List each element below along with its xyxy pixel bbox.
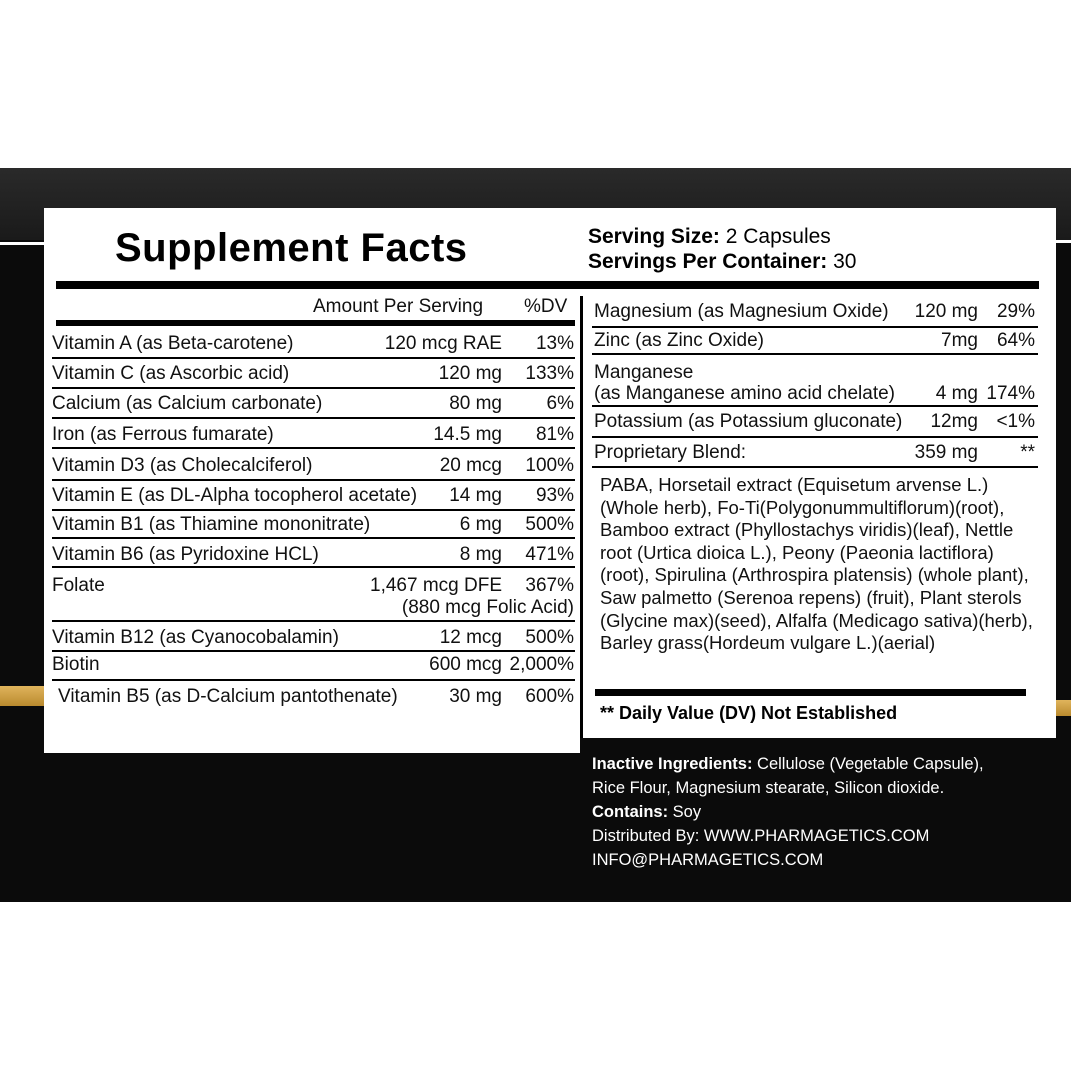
nutrient-name: Iron (as Ferrous fumarate) (52, 424, 274, 445)
nutrient-name: Vitamin C (as Ascorbic acid) (52, 363, 290, 384)
nutrient-dv: 600% (525, 686, 574, 707)
inactive-label: Inactive Ingredients: (592, 755, 753, 773)
folic-acid-note: (880 mcg Folic Acid) (401, 597, 574, 618)
nutrient-dv: 100% (525, 455, 574, 476)
nutrient-amount: 120 mcg RAE (384, 333, 502, 354)
table-row (0, 654, 1071, 678)
row-divider (592, 326, 1038, 328)
nutrient-name: Calcium (as Calcium carbonate) (52, 393, 323, 414)
nutrient-dv: 174% (986, 383, 1035, 404)
nutrient-amount: 1,467 mcg DFE (370, 575, 502, 596)
nutrient-name: Biotin (52, 654, 100, 675)
nutrient-dv: 6% (546, 393, 574, 414)
nutrient-name: Vitamin B5 (as D-Calcium pantothenate) (58, 686, 398, 707)
row-divider (52, 447, 575, 449)
row-divider (52, 509, 575, 511)
header-dv: %DV (524, 296, 568, 317)
nutrient-name: Zinc (as Zinc Oxide) (594, 330, 764, 351)
accent-line-left (0, 242, 44, 245)
row-divider (592, 466, 1038, 468)
nutrient-name-detail: (as Manganese amino acid chelate) (594, 383, 896, 404)
nutrient-name: Vitamin D3 (as Cholecalciferol) (52, 455, 313, 476)
nutrient-name: Potassium (as Potassium gluconate) (594, 411, 903, 432)
serving-size-value: 2 Capsules (719, 225, 831, 248)
proprietary-blend-ingredients: PABA, Horsetail extract (Equisetum arvense L.) (Whole herb), Fo-Ti(Polygonummultiflorum)(root), Bamboo extract (Phyllostachys viridis)(leaf), Nettle root (Urtica dioica L.), Peony (Paeonia lactiflora) (root), Spirulina (Arthrospira platensis) (whole plant), Saw palmetto (Serenoa repens) (fruit), Plant sterols (Glycine max)(seed), Alfalfa (Medicago sativa)(herb), Barley grass(Hordeum vulgare L.)(aerial) (600, 474, 1033, 654)
nutrient-name: Vitamin E (as DL-Alpha tocopherol acetate) (52, 485, 418, 506)
nutrient-amount: 80 mg (449, 393, 502, 414)
nutrient-dv: 64% (996, 330, 1035, 351)
servings-per-container-value: 30 (827, 250, 857, 273)
serving-info (588, 224, 856, 274)
nutrient-amount: 20 mcg (439, 455, 502, 476)
nutrient-dv: ** (1020, 442, 1035, 463)
page-title: Supplement Facts (115, 226, 468, 270)
row-divider (592, 436, 1038, 438)
row-divider (52, 679, 575, 681)
nutrient-amount: 14 mg (449, 485, 502, 506)
distributor-url: Distributed By: WWW.PHARMAGETICS.COM (592, 827, 930, 845)
row-divider (592, 353, 1038, 355)
nutrient-name: Manganese (594, 362, 694, 383)
row-divider (52, 417, 575, 419)
nutrient-name: Folate (52, 575, 105, 596)
nutrient-amount: 12 mcg (439, 627, 502, 648)
contains-label: Contains: (592, 803, 669, 821)
nutrient-dv: 93% (535, 485, 574, 506)
contact-email: INFO@PHARMAGETICS.COM (592, 851, 824, 869)
nutrient-amount: 6 mg (459, 514, 502, 535)
title-rule (56, 281, 1039, 289)
servings-per-container-label: Servings Per Container: (588, 250, 828, 273)
row-divider (52, 479, 575, 481)
row-divider (52, 537, 575, 539)
nutrient-amount: 600 mcg (429, 654, 502, 675)
nutrient-name: Proprietary Blend: (594, 442, 747, 463)
nutrient-dv: 367% (525, 575, 574, 596)
row-divider (52, 620, 575, 622)
nutrient-dv: <1% (996, 411, 1035, 432)
serving-size-label: Serving Size: (588, 225, 720, 248)
row-divider (52, 357, 575, 359)
contains-value: Soy (668, 803, 702, 821)
nutrient-amount: 30 mg (449, 686, 502, 707)
nutrient-name: Vitamin A (as Beta-carotene) (52, 333, 294, 354)
table-row (0, 363, 1071, 387)
inactive-line1: Cellulose (Vegetable Capsule), (752, 755, 984, 773)
nutrient-name: Vitamin B12 (as Cyanocobalamin) (52, 627, 339, 648)
row-divider (52, 566, 575, 568)
row-divider (52, 387, 575, 389)
row-divider (592, 405, 1038, 407)
nutrient-name: Magnesium (as Magnesium Oxide) (594, 301, 889, 322)
header-rule (56, 320, 575, 326)
nutrient-dv: 500% (525, 627, 574, 648)
nutrient-amount: 359 mg (914, 442, 978, 463)
nutrient-dv: 471% (525, 544, 574, 565)
nutrient-dv: 133% (525, 363, 574, 384)
nutrient-amount: 7mg (941, 330, 978, 351)
nutrient-dv: 81% (535, 424, 574, 445)
dv-note: ** Daily Value (DV) Not Established (600, 703, 898, 723)
accent-line-right (1056, 240, 1071, 243)
nutrient-amount: 12mg (930, 411, 978, 432)
row-divider (52, 650, 575, 652)
nutrient-name: Vitamin B6 (as Pyridoxine HCL) (52, 544, 319, 565)
inactive-line2: Rice Flour, Magnesium stearate, Silicon dioxide. (592, 779, 945, 797)
nutrient-amount: 120 mg (914, 301, 978, 322)
nutrient-amount: 14.5 mg (433, 424, 502, 445)
facts-panel-extension (44, 737, 580, 753)
nutrient-amount: 4 mg (935, 383, 978, 404)
nutrient-dv: 500% (525, 514, 574, 535)
nutrient-dv: 13% (535, 333, 574, 354)
blend-rule (595, 689, 1026, 696)
footer-info (592, 752, 1062, 872)
nutrient-amount: 8 mg (459, 544, 502, 565)
nutrient-amount: 120 mg (438, 363, 502, 384)
nutrient-name: Vitamin B1 (as Thiamine mononitrate) (52, 514, 371, 535)
nutrient-dv: 2,000% (509, 654, 574, 675)
header-amount: Amount Per Serving (313, 296, 484, 317)
nutrient-dv: 29% (996, 301, 1035, 322)
